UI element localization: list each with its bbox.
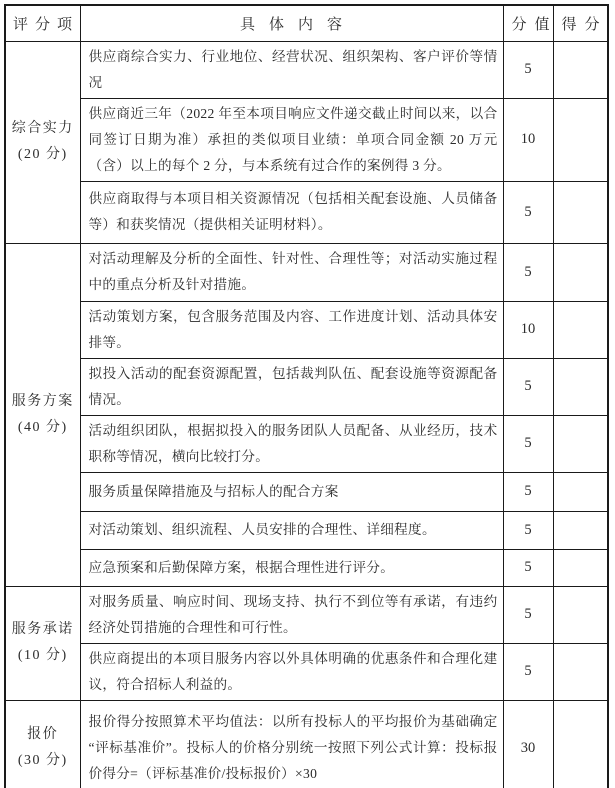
criterion-cell: 活动组织团队，根据拟投入的服务团队人员配备、从业经历，技术职称等情况，横向比较打分。: [80, 415, 503, 472]
group-name-label: 服务承诺: [11, 622, 74, 637]
value-cell: 5: [503, 415, 553, 472]
criterion-cell: 服务质量保障措施及与招标人的配合方案: [80, 472, 503, 511]
table-row: [5, 700, 608, 788]
criterion-cell: 报价得分按照算术平均值法：以所有投标人的平均报价为基础确定“评标基准价”。投标人的价格分别统一按照下列公式计算：投标报价得分=（评标基准价/投标报价）×30: [80, 700, 503, 788]
group-name-label: 服务方案: [11, 393, 74, 409]
score-cell: [553, 472, 608, 511]
criterion-cell: 供应商近三年（2022 年至本项目响应文件递交截止时间以来，以合同签订日期为准）承担的类似项目业绩：单项合同金额 20 万元（含）以上的每个 2 分，与本系统有过合作的案例得 3 分。: [80, 98, 503, 181]
header-cell-value: 分值: [503, 5, 553, 41]
criterion-cell: 供应商综合实力、行业地位、经营状况、组织架构、客户评价等情况: [80, 41, 503, 98]
table-row: [5, 41, 608, 98]
table-row: [5, 511, 608, 549]
value-cell: 5: [503, 643, 553, 700]
table-row: [5, 643, 608, 700]
group-name-label: 综合实力: [11, 121, 74, 136]
score-cell: [553, 243, 608, 301]
scoring-table: [4, 4, 609, 788]
table-row: [5, 243, 608, 301]
score-cell: [553, 415, 608, 472]
value-cell: 5: [503, 549, 553, 586]
score-cell: [553, 181, 608, 243]
header-cell-score: 得分: [553, 5, 608, 41]
value-cell: 10: [503, 301, 553, 358]
score-cell: [553, 511, 608, 549]
group-name-label: 报价: [27, 727, 59, 743]
criterion-cell: 对活动理解及分析的全面性、针对性、合理性等；对活动实施过程中的重点分析及针对措施。: [80, 243, 503, 301]
group-cell-service-plan: [5, 243, 80, 586]
score-cell: [553, 301, 608, 358]
group-total-label: (20 分): [17, 147, 68, 162]
value-cell: 5: [503, 358, 553, 415]
value-cell: 5: [503, 472, 553, 511]
criterion-cell: 对服务质量、响应时间、现场支持、执行不到位等有承诺，有违约经济处罚措施的合理性和可行性。: [80, 586, 503, 643]
table-row: [5, 415, 608, 472]
group-total-label: (30 分): [17, 753, 68, 769]
value-cell: 5: [503, 511, 553, 549]
table-row: [5, 472, 608, 511]
score-cell: [553, 358, 608, 415]
score-cell: [553, 700, 608, 788]
header-row: [5, 5, 608, 41]
table-row: [5, 301, 608, 358]
criterion-cell: 供应商提出的本项目服务内容以外具体明确的优惠条件和合理化建议，符合招标人利益的。: [80, 643, 503, 700]
criterion-cell: 对活动策划、组织流程、人员安排的合理性、详细程度。: [80, 511, 503, 549]
value-cell: 30: [503, 700, 553, 788]
criterion-cell: 应急预案和后勤保障方案，根据合理性进行评分。: [80, 549, 503, 586]
group-total-label: (10 分): [17, 648, 68, 663]
value-cell: 5: [503, 41, 553, 98]
value-cell: 5: [503, 181, 553, 243]
table-row: [5, 586, 608, 643]
score-cell: [553, 98, 608, 181]
header-cell-item: 评分项: [5, 5, 80, 41]
score-cell: [553, 643, 608, 700]
criterion-cell: 供应商取得与本项目相关资源情况（包括相关配套设施、人员储备等）和获奖情况（提供相关证明材料）。: [80, 181, 503, 243]
table-row: [5, 181, 608, 243]
score-cell: [553, 586, 608, 643]
score-cell: [553, 41, 608, 98]
value-cell: 5: [503, 243, 553, 301]
value-cell: 5: [503, 586, 553, 643]
value-cell: 10: [503, 98, 553, 181]
table-row: [5, 358, 608, 415]
table-row: [5, 549, 608, 586]
group-cell-comprehensive-strength: [5, 41, 80, 243]
score-cell: [553, 549, 608, 586]
header-cell-content: 具体内容: [80, 5, 503, 41]
group-cell-service-commitment: [5, 586, 80, 700]
criterion-cell: 活动策划方案，包含服务范围及内容、工作进度计划、活动具体安排等。: [80, 301, 503, 358]
table-row: [5, 98, 608, 181]
group-cell-quotation: [5, 700, 80, 788]
group-total-label: (40 分): [17, 419, 68, 435]
criterion-cell: 拟投入活动的配套资源配置，包括裁判队伍、配套设施等资源配备情况。: [80, 358, 503, 415]
